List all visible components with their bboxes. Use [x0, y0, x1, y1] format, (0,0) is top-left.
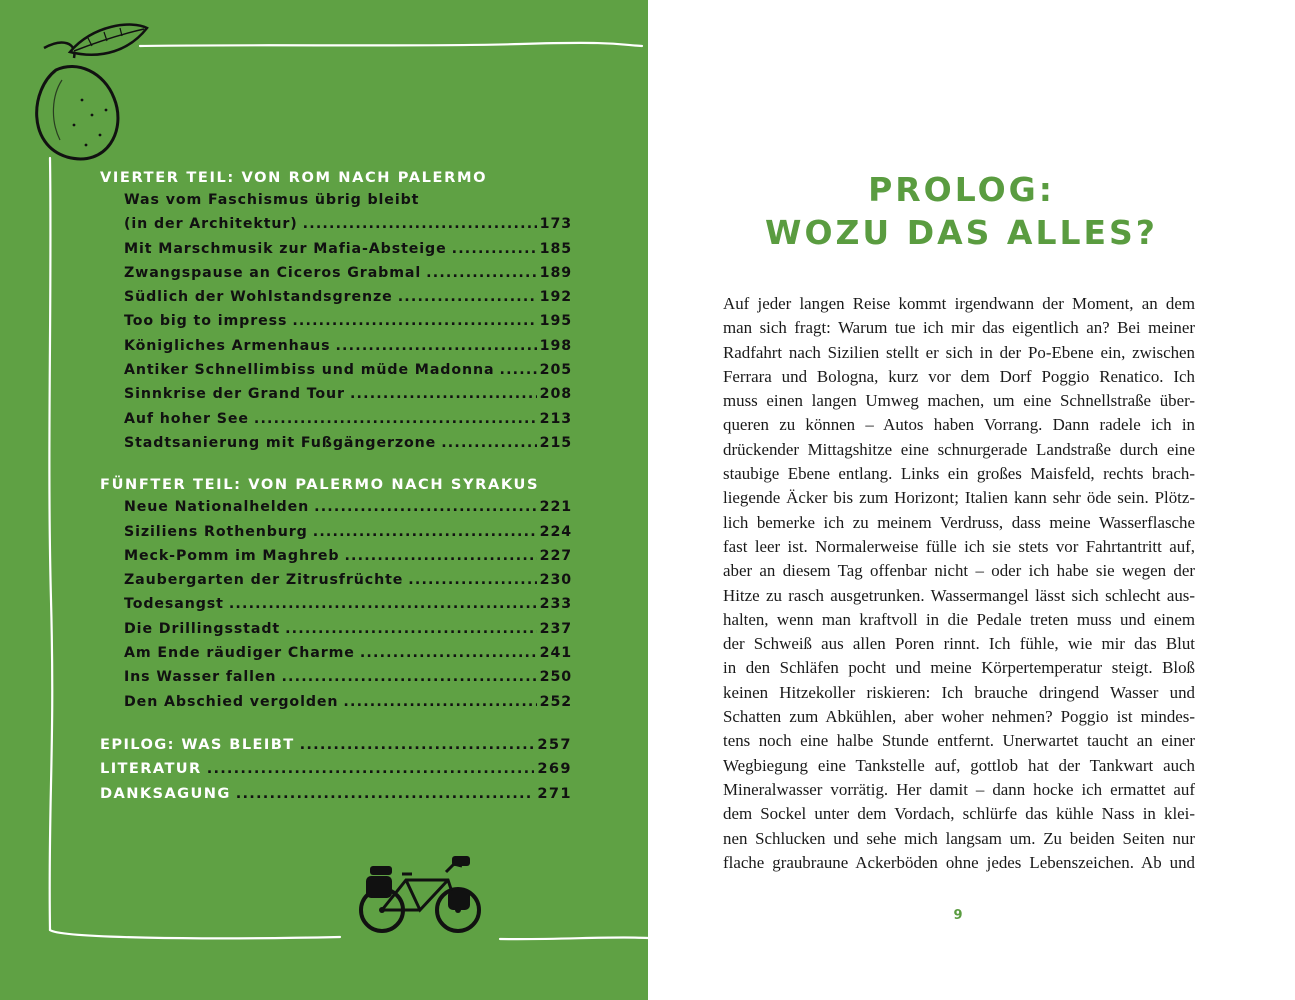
- text-line: queren zu können – Autos haben Vorrang. Dann radele ich in: [723, 415, 1195, 435]
- dot-leader: [314, 499, 537, 515]
- toc-entry[interactable]: [124, 362, 572, 386]
- part4-title: VIERTER TEIL: VON ROM NACH PALERMO: [100, 169, 488, 186]
- toc-extra-page: 257: [537, 735, 572, 753]
- dot-leader: [398, 289, 537, 305]
- toc-extra-title: EPILOG: WAS BLEIBT: [100, 735, 295, 753]
- part4-entries: [100, 192, 572, 459]
- toc-entry-page: 173: [539, 216, 572, 233]
- toc-entry[interactable]: [124, 411, 572, 435]
- toc-entry[interactable]: [124, 338, 572, 362]
- toc-entry[interactable]: [124, 645, 572, 669]
- dot-leader: [207, 760, 535, 777]
- table-of-contents: [100, 168, 572, 809]
- toc-entry-title: Stadtsanierung mit Fußgängerzone: [124, 434, 437, 451]
- toc-entry-title: (in der Architektur): [124, 216, 298, 233]
- toc-entry[interactable]: [124, 596, 572, 620]
- toc-entry-page: 227: [539, 547, 572, 564]
- toc-entry-title: Too big to impress: [124, 313, 288, 330]
- text-line: Mineralwasser vorrätig. Her damit – dann hocke ich ermattet auf: [723, 779, 1195, 799]
- toc-entry-page: 198: [539, 337, 572, 354]
- toc-entry-page: 195: [539, 313, 572, 330]
- toc-entry-title: Die Drillingsstadt: [124, 620, 281, 637]
- text-line: aber an diesem Tag offenbar nicht – oder ich habe sie wegen der: [723, 561, 1195, 581]
- text-line: der Schweiß aus allen Poren rinnt. Ich fühle, wie mir das Blut: [723, 634, 1195, 654]
- toc-entry-page: 224: [539, 523, 572, 540]
- toc-entry[interactable]: [124, 216, 572, 240]
- dot-leader: [281, 669, 536, 685]
- toc-entry[interactable]: [124, 313, 572, 337]
- toc-entry-title: Mit Marschmusik zur Mafia-Absteige: [124, 240, 447, 257]
- toc-entry-title: Den Abschied vergolden: [124, 693, 339, 710]
- toc-entry-page: 205: [539, 362, 572, 379]
- toc-entry-page: 185: [539, 240, 572, 257]
- toc-entry-title: Neue Nationalhelden: [124, 499, 310, 516]
- toc-entry-page: 213: [539, 410, 572, 427]
- chapter-heading-line1: PROLOG:: [868, 170, 1055, 209]
- dot-leader: [229, 596, 537, 612]
- toc-extra-entry[interactable]: [100, 785, 572, 809]
- text-line: Auf jeder langen Reise kommt irgendwann der Moment, an dem: [723, 294, 1195, 313]
- dot-leader: [426, 265, 537, 281]
- toc-entry-page: 192: [539, 289, 572, 306]
- toc-extra-title: LITERATUR: [100, 760, 202, 778]
- dot-leader: [300, 736, 535, 753]
- text-line: keinen Hitzekoller riskieren: Ich brauche dringend Wasser und: [723, 682, 1195, 702]
- dot-leader: [452, 241, 537, 257]
- text-line: dem Sockel unter dem Vordach, schlürfe das kühle Nass in klei-: [723, 804, 1195, 824]
- prolog-page: [648, 0, 1295, 1000]
- text-line: Wegbiegung eine Tankstelle auf, gottlob hat der Tankwart auch: [723, 755, 1195, 775]
- toc-entry-title: Todesangst: [124, 596, 224, 613]
- dot-leader: [499, 362, 536, 378]
- text-line: halten, wenn man kraftvoll in die Pedale treten muss und einem: [723, 609, 1195, 629]
- toc-entry-title: Königliches Armenhaus: [124, 337, 331, 354]
- bicycle-illustration-icon: [358, 850, 483, 940]
- body-text: [723, 292, 1195, 875]
- toc-entry[interactable]: [124, 499, 572, 523]
- dot-leader: [441, 435, 536, 451]
- toc-entry-title: Am Ende räudiger Charme: [124, 645, 355, 662]
- toc-entry[interactable]: [124, 572, 572, 596]
- toc-entry-title: Meck-Pomm im Maghreb: [124, 547, 340, 564]
- toc-entry[interactable]: [124, 669, 572, 693]
- toc-entry[interactable]: [124, 621, 572, 645]
- text-line: nen Schlucken und sehe mich langsam um. Zu beiden Seiten nur: [723, 828, 1195, 848]
- dot-leader: [236, 785, 535, 802]
- lemon-illustration-icon: [22, 20, 162, 165]
- part5-entries: [100, 499, 572, 718]
- toc-extra-page: 271: [537, 784, 572, 802]
- toc-entry-title: Ins Wasser fallen: [124, 669, 277, 686]
- toc-entry-title: Was vom Faschismus übrig bleibt: [124, 192, 420, 208]
- chapter-heading: [648, 168, 1275, 254]
- toc-entry-page: 189: [539, 264, 572, 281]
- text-line: drückender Mittagshitze eine schnurgerade Landstraße durch eine: [723, 439, 1195, 459]
- text-line: flache graubraune Ackerböden ohne jedes Lebenszeichen. Ab und: [723, 852, 1195, 872]
- toc-entry-page: 221: [539, 499, 572, 516]
- toc-entry-title: Zaubergarten der Zitrusfrüchte: [124, 572, 404, 589]
- part5-title: FÜNFTER TEIL: VON PALERMO NACH SYRAKUS: [100, 476, 540, 494]
- toc-entry[interactable]: [124, 289, 572, 313]
- toc-entry[interactable]: [124, 524, 572, 548]
- toc-extra-entry[interactable]: [100, 736, 572, 760]
- dot-leader: [350, 386, 537, 402]
- dot-leader: [254, 411, 537, 427]
- text-line: muss einen langen Umweg machen, um eine Schnellstraße über-: [723, 391, 1195, 411]
- toc-entry-page: 241: [539, 645, 572, 662]
- toc-entry-page: 215: [539, 434, 572, 451]
- toc-extra-title: DANKSAGUNG: [100, 784, 231, 802]
- text-line: Ferrara und Bologna, kurz vor dem Dorf Poggio Renatico. Ich: [723, 366, 1195, 386]
- toc-entry[interactable]: [124, 265, 572, 289]
- dot-leader: [313, 524, 537, 540]
- toc-extras: [100, 736, 572, 809]
- toc-entry-title: Auf hoher See: [124, 410, 249, 427]
- dot-leader: [343, 694, 536, 710]
- toc-entry-title: Sinnkrise der Grand Tour: [124, 386, 345, 403]
- text-line: tens noch eine halbe Stunde entfernt. Unerwartet taucht an einer: [723, 731, 1195, 751]
- toc-entry-title: Zwangspause an Ciceros Grabmal: [124, 264, 422, 281]
- text-line: liegende Äcker bis zum Horizont; Italien kann sehr öde sein. Plötz-: [723, 488, 1195, 508]
- text-line: lich bemerke ich zu meinem Verdruss, dass meine Wasserflasche: [723, 512, 1195, 532]
- toc-entry-page: 233: [539, 596, 572, 613]
- dot-leader: [285, 621, 537, 637]
- toc-entry[interactable]: [124, 192, 572, 216]
- text-line: Radfahrt nach Sizilien stellt er sich in der Po-Ebene ein, zwischen: [723, 342, 1195, 362]
- dot-leader: [408, 572, 536, 588]
- dot-leader: [303, 216, 537, 232]
- dot-leader: [344, 548, 536, 564]
- toc-entry[interactable]: [124, 694, 572, 718]
- text-line: in den Schläfen pocht und meine Körpertemperatur steigt. Bloß: [723, 658, 1195, 678]
- toc-entry-page: 250: [539, 669, 572, 686]
- toc-extra-page: 269: [537, 760, 572, 778]
- toc-extra-entry[interactable]: [100, 760, 572, 784]
- dot-leader: [335, 338, 536, 354]
- chapter-heading-line2: WOZU DAS ALLES?: [765, 213, 1158, 252]
- toc-entry-title: Südlich der Wohlstandsgrenze: [124, 289, 393, 306]
- toc-entry[interactable]: [124, 548, 572, 572]
- toc-entry-title: Antiker Schnellimbiss und müde Madonna: [124, 362, 495, 379]
- page-number: 9: [953, 908, 963, 923]
- text-line: Schatten zum Abkühlen, aber woher nehmen? Poggio ist mindes-: [723, 707, 1195, 727]
- toc-entry[interactable]: [124, 386, 572, 410]
- text-line: staubige Ebene entlang. Links ein großes Maisfeld, rechts brach-: [723, 464, 1195, 484]
- toc-entry-page: 252: [539, 693, 572, 710]
- text-line: man sich fragt: Warum tue ich mir das eigentlich an? Bei meiner: [723, 318, 1195, 338]
- toc-entry-page: 208: [539, 386, 572, 403]
- toc-entry-page: 230: [539, 572, 572, 589]
- text-line: Hitze zu rasch ausgetrunken. Wassermangel lässt sich schlecht aus-: [723, 585, 1195, 605]
- text-line: fast leer ist. Normalerweise fülle ich sie stets vor Fahrtantritt auf,: [723, 536, 1195, 556]
- toc-entry-page: 237: [539, 620, 572, 637]
- toc-entry[interactable]: [124, 435, 572, 459]
- toc-entry[interactable]: [124, 241, 572, 265]
- dot-leader: [292, 313, 536, 329]
- toc-entry-title: Siziliens Rothenburg: [124, 523, 308, 540]
- dot-leader: [360, 645, 537, 661]
